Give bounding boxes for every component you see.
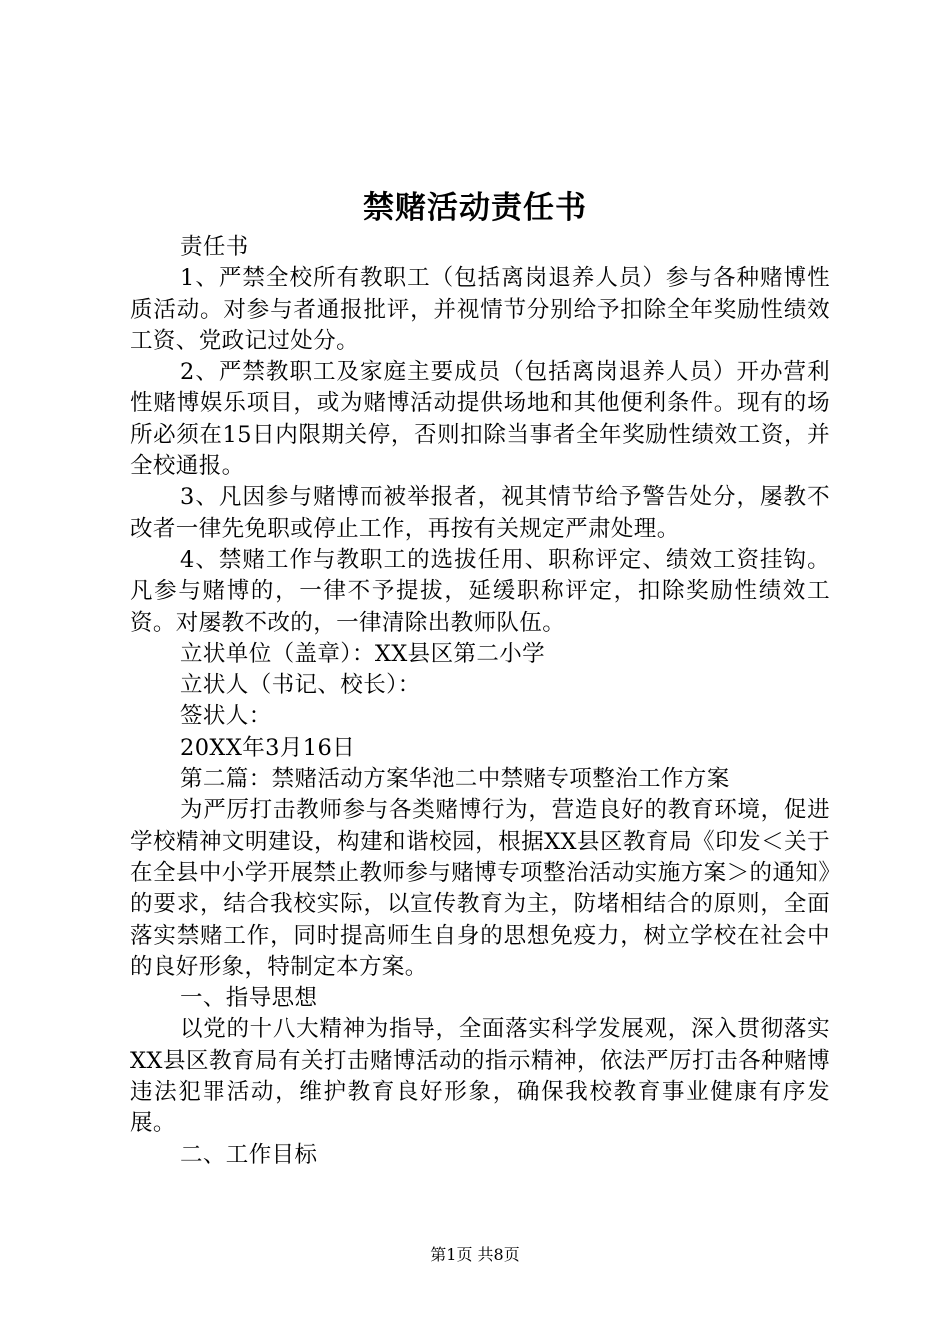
document-body — [130, 232, 830, 1171]
paragraph-clause-2: 2、严禁教职工及家庭主要成员（包括离岗退养人员）开办营利性赌博娱乐项目，或为赌博活动提供场地和其他便利条件。现有的场所必须在15日内限期关停，否则扣除当事者全年奖励性绩效工资，并全校通报。 — [130, 359, 830, 480]
document-title: 禁赌活动责任书 — [363, 190, 587, 226]
paragraph-clause-1: 1、严禁全校所有教职工（包括离岗退养人员）参与各种赌博性质活动。对参与者通报批评，并视情节分别给予扣除全年奖励性绩效工资、党政记过处分。 — [130, 265, 830, 354]
paragraph-issuing-unit: 立状单位（盖章）：XX县区第二小学 — [180, 640, 546, 667]
paragraph-guiding-thought: 以党的十八大精神为指导，全面落实科学发展观，深入贯彻落实XX县区教育局有关打击赌博活动的指示精神，依法严厉打击各种赌博违法犯罪活动，维护教育良好形象，确保我校教育事业健康有序发展。 — [130, 1016, 830, 1137]
page-footer: 第1页 共8页 — [430, 1245, 520, 1264]
paragraph-clause-3: 3、凡因参与赌博而被举报者，视其情节给予警告处分，屡教不改者一律先免职或停止工作，再按有关规定严肃处理。 — [130, 484, 830, 542]
paragraph-signer: 签状人： — [180, 703, 272, 730]
paragraph-plan-intro: 为严厉打击教师参与各类赌博行为，营造良好的教育环境，促进学校精神文明建设，构建和谐校园，根据XX县区教育局《印发＜关于在全县中小学开展禁止教师参与赌博专项整治活动实施方案＞的通知》的要求，结合我校实际，以宣传教育为主，防堵相结合的原则，全面落实禁赌工作，同时提高师生自身的思想免疫力，树立学校在社会中的良好形象，特制定本方案。 — [130, 797, 830, 980]
paragraph-clause-4: 4、禁赌工作与教职工的选拔任用、职称评定、绩效工资挂钩。凡参与赌博的，一律不予提拔，延缓职称评定，扣除奖励性绩效工资。对屡教不改的，一律清除出教师队伍。 — [130, 546, 830, 636]
paragraph-heading-guiding-thought: 一、指导思想 — [180, 985, 318, 1012]
paragraph-issuer: 立状人（书记、校长）： — [180, 672, 421, 699]
paragraph-section-two-title: 第二篇：禁赌活动方案华池二中禁赌专项整治工作方案 — [180, 766, 730, 793]
paragraph-date: 20XX年3月16日 — [180, 734, 356, 761]
paragraph-heading-work-goals: 二、工作目标 — [180, 1141, 318, 1168]
paragraph-heading-responsibility: 责任书 — [180, 234, 249, 260]
